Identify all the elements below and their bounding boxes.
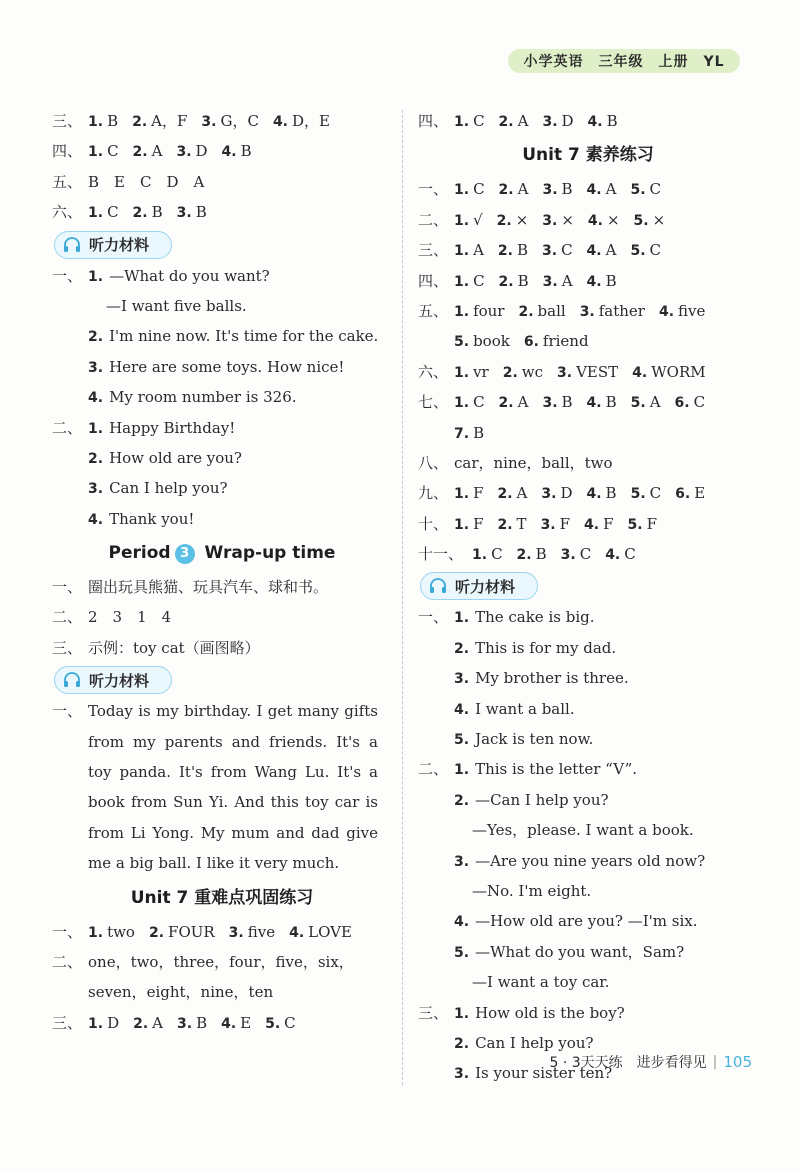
answer-line: 六、 1. C 2. B 3. B [52,203,207,222]
answer-line: 三、 示例：toy cat（画图略） [52,638,260,657]
listening-line: 5. Jack is ten now. [454,730,594,749]
listening-line: 3. Is your sister ten? [454,1064,613,1083]
right-column [418,106,758,1089]
answer-line: 四、 1. C 2. B 3. A 4. B [418,271,617,290]
listening-line: 一、 1. The cake is big. [418,608,595,627]
footer-separator: | [712,1054,718,1070]
answer-line: 二、 2 3 1 4 [52,608,172,627]
listening-line: 2. How old are you? [88,448,242,467]
listening-line: 3. Can I help you? [88,479,228,498]
headphone-icon [63,237,81,253]
listening-line: 一、 1. —What do you want? [52,266,270,285]
answer-line: seven，eight，nine，ten [88,983,274,1002]
answer-line: 五、 B E C D A [52,172,205,191]
listening-line: 2. Can I help you? [454,1033,594,1052]
listening-line: 2. —Can I help you? [454,790,609,809]
answer-line: 一、 1. two 2. FOUR 3. five 4. LOVE [52,922,352,941]
listening-line: 3. Here are some toys. How nice! [88,357,345,376]
answer-line: 二、 one，two，three，four，five，six， [52,953,354,972]
page-number: 105 [723,1053,752,1071]
listening-line: —No. I'm eight. [472,881,592,900]
answer-line: 三、 1. A 2. B 3. C 4. A 5. C [418,241,661,260]
listening-line: 4. My room number is 326. [88,388,297,407]
listening-line: 5. —What do you want，Sam? [454,942,685,961]
listening-line: 二、 1. Happy Birthday! [52,418,236,437]
header-tag: 小学英语 三年级 上册 YL [508,49,740,73]
answer-line: 一、 1. C 2. A 3. B 4. A 5. C [418,180,661,199]
listening-line: 3. My brother is three. [454,669,629,688]
listening-line: 4. I want a ball. [454,699,575,718]
answer-line: 二、 1. √ 2. × 3. × 4. × 5. × [418,210,666,229]
column-divider [402,110,403,1085]
listening-line: —I want a toy car. [472,973,610,992]
listening-line: —Yes，please. I want a book. [472,821,694,840]
page-footer [549,1052,752,1072]
period-number-badge: 3 [175,544,195,564]
listening-line: 2. This is for my dad. [454,638,617,657]
unit7-review-title: Unit 7 重难点巩固练习 [130,887,314,908]
listening-line: 4. —How old are you? —I'm six. [454,912,698,931]
listening-line: 二、 1. This is the letter “V”. [418,760,638,779]
listening-line: 2. I'm nine now. It's time for the cake. [88,327,379,346]
headphone-icon [63,672,81,688]
answer-line: 四、 1. C 2. A 3. D 4. B [418,112,618,130]
answer-line: 5. book 6. friend [454,332,589,351]
listening-material-pill: 听力材料 [420,572,538,600]
answer-line: 十一、 1. C 2. B 3. C 4. C [418,545,636,564]
answer-line: 九、 1. F 2. A 3. D 4. B 5. C 6. E [418,484,706,503]
unit7-practice-title: Unit 7 素养练习 [522,145,654,166]
period-title: Period 3 Wrap-up time [108,543,336,564]
answer-line: 八、 car，nine，ball，two [418,453,613,472]
answer-line: 十、 1. F 2. T 3. F 4. F 5. F [418,514,658,533]
answer-line: 七、 1. C 2. A 3. B 4. B 5. A 6. C [418,393,706,412]
answer-line: 三、 1. D 2. A 3. B 4. E 5. C [52,1013,296,1032]
listening-line: 3. —Are you nine years old now? [454,851,706,870]
answer-line: 五、 1. four 2. ball 3. father 4. five [418,301,706,320]
answer-line: 7. B [454,423,485,442]
listening-line: —I want five balls. [106,296,247,315]
headphone-icon [429,578,447,594]
listening-paragraph: 一、 Today is my birthday. I get many gifts from my parents and friends. It's a toy panda. It's from Wang Lu. It's a book from Sun Yi. And this toy car is from Li Yong. My mum and dad give me a big ball. I like it very much. [52,702,378,873]
answer-line: 一、 圈出玩具熊猫、玩具汽车、球和书。 [52,578,329,597]
listening-line: 三、 1. How old is the boy? [418,1003,625,1022]
listening-line: 4. Thank you! [88,509,195,528]
left-column [52,106,392,1038]
answer-line: 六、 1. vr 2. wc 3. VEST 4. WORM [418,362,706,381]
footer-brand: 5 · 3天天练 进步看得见 [549,1055,707,1071]
listening-material-pill: 听力材料 [54,666,172,694]
answer-line: 三、 1. B 2. A，F 3. G，C 4. D，E [52,112,330,130]
listening-material-pill: 听力材料 [54,231,172,259]
answer-line: 四、 1. C 2. A 3. D 4. B [52,142,252,161]
